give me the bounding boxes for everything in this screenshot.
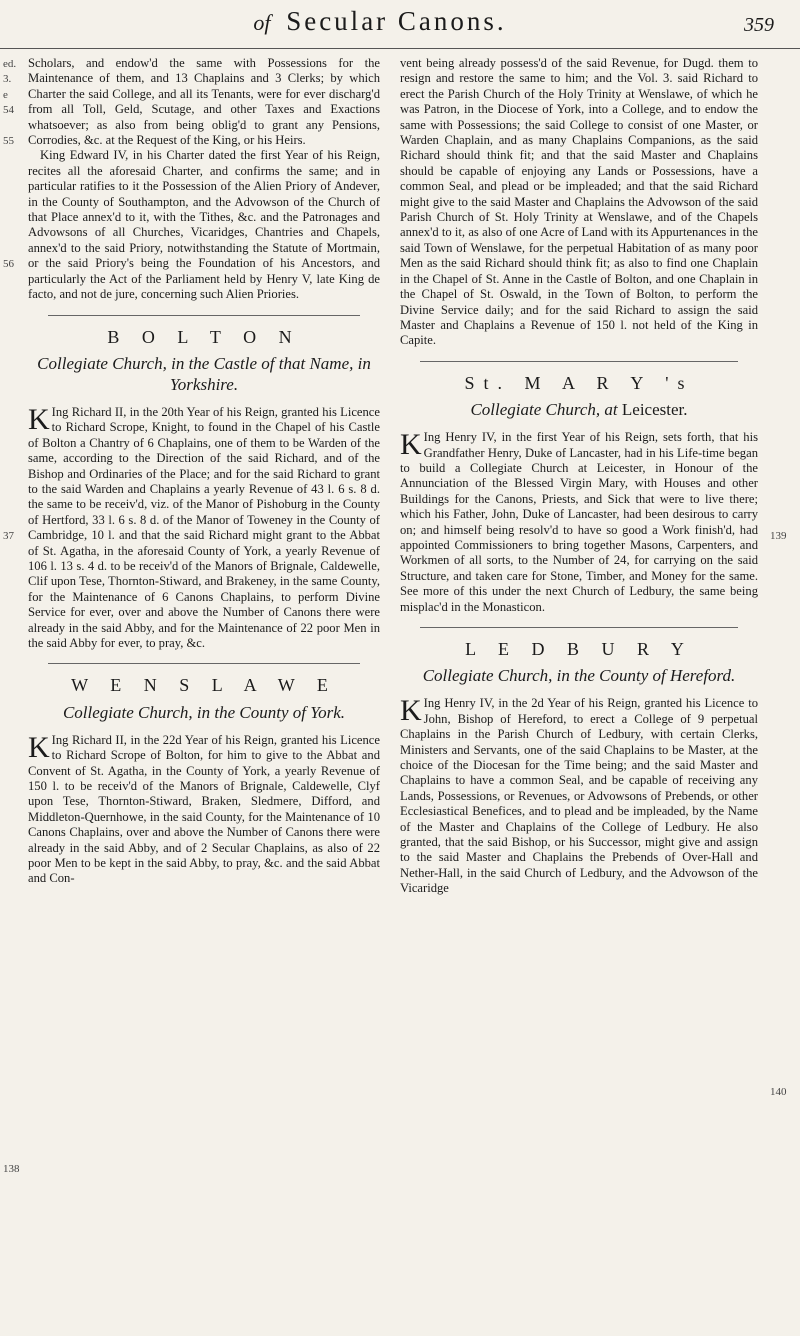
margin-number: 140 (770, 1086, 787, 1098)
section-divider (48, 315, 360, 316)
paragraph: Scholars, and endow'd the same with Possessions for the Maintenance of them, and 13 Chaplains and 3 Clerks; by which Charter the said College, and all its Tenants, were for ever discharg'd from all Toll, Geld, Scutage, and other Taxes and Exactions whatsoever; as also from being oblig'd to grant any Pensions, Corrodies, &c. at the Request of the King, or his Heirs. (28, 56, 380, 148)
section-divider (420, 627, 738, 628)
header-rule (0, 48, 800, 49)
subheading-part: Leicester. (621, 400, 688, 420)
margin-number: 56 (3, 258, 14, 270)
margin-number: 37 (3, 530, 14, 542)
paragraph-text: Ing Richard II, in the 20th Year of his Reign, granted his Licence to Richard Scrope, Knight, to found in the Chapel of his Castle of Bolton a Chantry of 6 Chaplains, one of them to be Warden of the same, according to the Direction of the said Richard, and of the Bishop and Ordinaries of the Place; and for the said Richard to grant to the said Warden and Chaplains a yearly Revenue of 43 l. 6 s. 8 d. the same to be receiv'd, viz. of the Manor of Pishoburg in the County of Hertford, 33 l. 6 s. 8 d. of the Manor of Toweney in the County of Cambridge, 10 l. and that the said Richard might grant to the Abbat of St. Agatha, in the aforesaid County of York, a yearly Revenue of 106 l. 13 s. 4 d. to be receiv'd of the Manors of Brignale, Caldewelle, Clif upon Tese, Thornton-Stiward, and Brakeney, in the same County, for the Maintenance of 6 Canons Chaplains, to perform Divine Service for ever, over and above the Number of Canons there were already in the said Abby, and for the Maintenance of 22 poor Men in the said Abby for ever, to pray, &c. (28, 404, 380, 650)
paragraph-text: Ing Henry IV, in the first Year of his Reign, sets forth, that his Grandfather Henry, Duke of Lancaster, had in his Life-time began to build a Collegiate Church at Leicester, in Honour of the Annunciation of the Blessed Virgin Mary, with Houses and other Buildings for the Canons, Priests, and Sick that were to live there; which his Father, John, Duke of Lancaster, had been desirous to carry on; and himself being resolv'd to have so good a Work finish'd, had appointed Commissioners to bring together Masons, Carpenters, and Workmen of all sorts, to the Number of 24, for carrying on the said Structure, and taken care for Stone, Timber, and Money for the same. See more of this under the next Church of Ledbury, the same being misplac'd in the Monasticon. (400, 430, 758, 614)
drop-cap: K (400, 694, 422, 728)
subheading-part: Collegiate Church, (470, 400, 601, 420)
running-head-of: of (253, 10, 271, 35)
paragraph (28, 730, 380, 887)
paragraph-text: Ing Richard II, in the 22d Year of his Reign, granted his Licence to Richard Scrope of Bolton, for him to give to the Abbat and Convent of St. Agatha, in the County of York, a yearly Revenue of 150 l. to be receiv'd of the Manors of Brignale, Caldewelle, Clyf upon Tese, Thornton-Stiward, Braken, Sledmere, Difford, and Middleton-Quernhowe, in the said County, for the Maintenance of 10 Canons Chaplains, over and above the Number of Canons there were already in the said Abby, and of 2 Secular Chaplains, as also of 22 poor Men to be kept in the said Abby, to pray, &c. and the said Abbat and Con- (28, 732, 380, 886)
margin-number: 138 (3, 1163, 20, 1175)
section-heading-bolton: B O L T O N (107, 326, 301, 347)
section-divider (48, 663, 360, 664)
subheading-part: at (604, 400, 618, 420)
margin-number: e (3, 89, 8, 101)
section-divider (420, 361, 738, 362)
margin-number: 55 (3, 135, 14, 147)
section-heading-ledbury: L E D B U R Y (465, 639, 693, 659)
section-subheading-bolton: Collegiate Church, in the Castle of that Name, in Yorkshire. (37, 353, 371, 394)
section-subheading-st-marys (400, 399, 758, 420)
margin-number: 139 (770, 530, 787, 542)
margin-number: 3. (3, 73, 12, 85)
running-head-title: Secular Canons. (286, 6, 507, 36)
section-subheading-wenslawe: Collegiate Church, in the County of York. (62, 702, 346, 722)
margin-number: 54 (3, 104, 14, 116)
paragraph (400, 430, 758, 615)
section-heading-st-marys: St. M A R Y 's (464, 372, 694, 393)
drop-cap: K (28, 730, 50, 764)
paragraph (400, 696, 758, 896)
paragraph: vent being already possess'd of the said Revenue, for Dugd. them to resign and restore the same to him; and the Vol. 3. said Richard to erect the Parish Church of the Holy Trinity at Wenslawe, of which he was Patron, in the Diocese of York, into a College, and to endow the same with Possessions; the said College to consist of one Master, or Warden Chaplain, and as many Chaplains Companions, as the said Richard should think fit; and that the said Master and Chaplains should be capable of enjoying any Lands or Possessions, have a common Seal, and plead or be impleaded; and that the said Richard might give to the said Master and Chaplains the Advowson of the said Parish Church of St. Holy Trinity at Wenslawe, and of the Chapels annex'd to it, as also of one Acre of Land with its Appurtenances in the said Town of Wenslawe, for the perpetual Habitation of as many poor Men as the said Richard should think fit; as also to find one Chaplain in the Chapel of St. Anne in the Castle of Bolton, and one Chaplain in the Chapel of St. Oswald, in the Town of Bolton, to perform the Divine Service daily; and for the said Richard to assign the said Master and Chaplains a Revenue of 150 l. not held of the King in Capite. (400, 56, 758, 348)
drop-cap: K (28, 402, 50, 436)
paragraph-text: Ing Henry IV, in the 2d Year of his Reign, granted his Licence to John, Bishop of Hereford, to erect a College of 9 perpetual Chaplains in the Parish Church of Ledbury, with certain Clerks, Ministers and Servants, one of the said Chaplains to be Master, at the choice of the Diocesan for the Time being; and the said Master and Chaplains to have a common Seal, and be capable of receiving any Lands, Possessions, or Revenues, or Advowsons of Prebends, or other Ecclesiastical Benefices, and to plead and be impleaded, by the Name of the Master and Chaplains of the College of Ledbury. He also granted, that the said Bishop, or his Successor, might give and assign to the said Master and Chaplains the Prebends of Over-Hall and Nether-Hall, in the said Church of Ledbury, and the Advowson of the Vicaridge (400, 696, 758, 896)
margin-number: ed. (3, 58, 17, 70)
drop-cap: K (400, 428, 422, 462)
paragraph: King Edward IV, in his Charter dated the first Year of his Reign, recites all the aforesaid Charter, and confirms the same; and in particular ratifies to it the Possession of the Alien Priory of Andever, in the County of Southampton, and the Advowson of the Church of that Place annex'd to it, with the Tithes, &c. and the Patronages and Advowsons of all Churches, Vicaridges, Chantries and Chapels, annex'd to the said Priory, notwithstanding the Statute of Mortmain, or the said Priory's being the Foundation of his Ancestors, and particularly the Act of the Parliament held by Henry V, late King de facto, and not de jure, concerning such Alien Priories. (28, 148, 380, 302)
right-column (400, 56, 758, 897)
running-head (150, 6, 610, 37)
section-heading-wenslawe: W E N S L A W E (71, 675, 337, 696)
section-subheading-ledbury: Collegiate Church, in the County of Hereford. (422, 666, 736, 686)
paragraph (28, 402, 380, 652)
page-number: 359 (744, 14, 774, 36)
left-column (28, 56, 380, 887)
